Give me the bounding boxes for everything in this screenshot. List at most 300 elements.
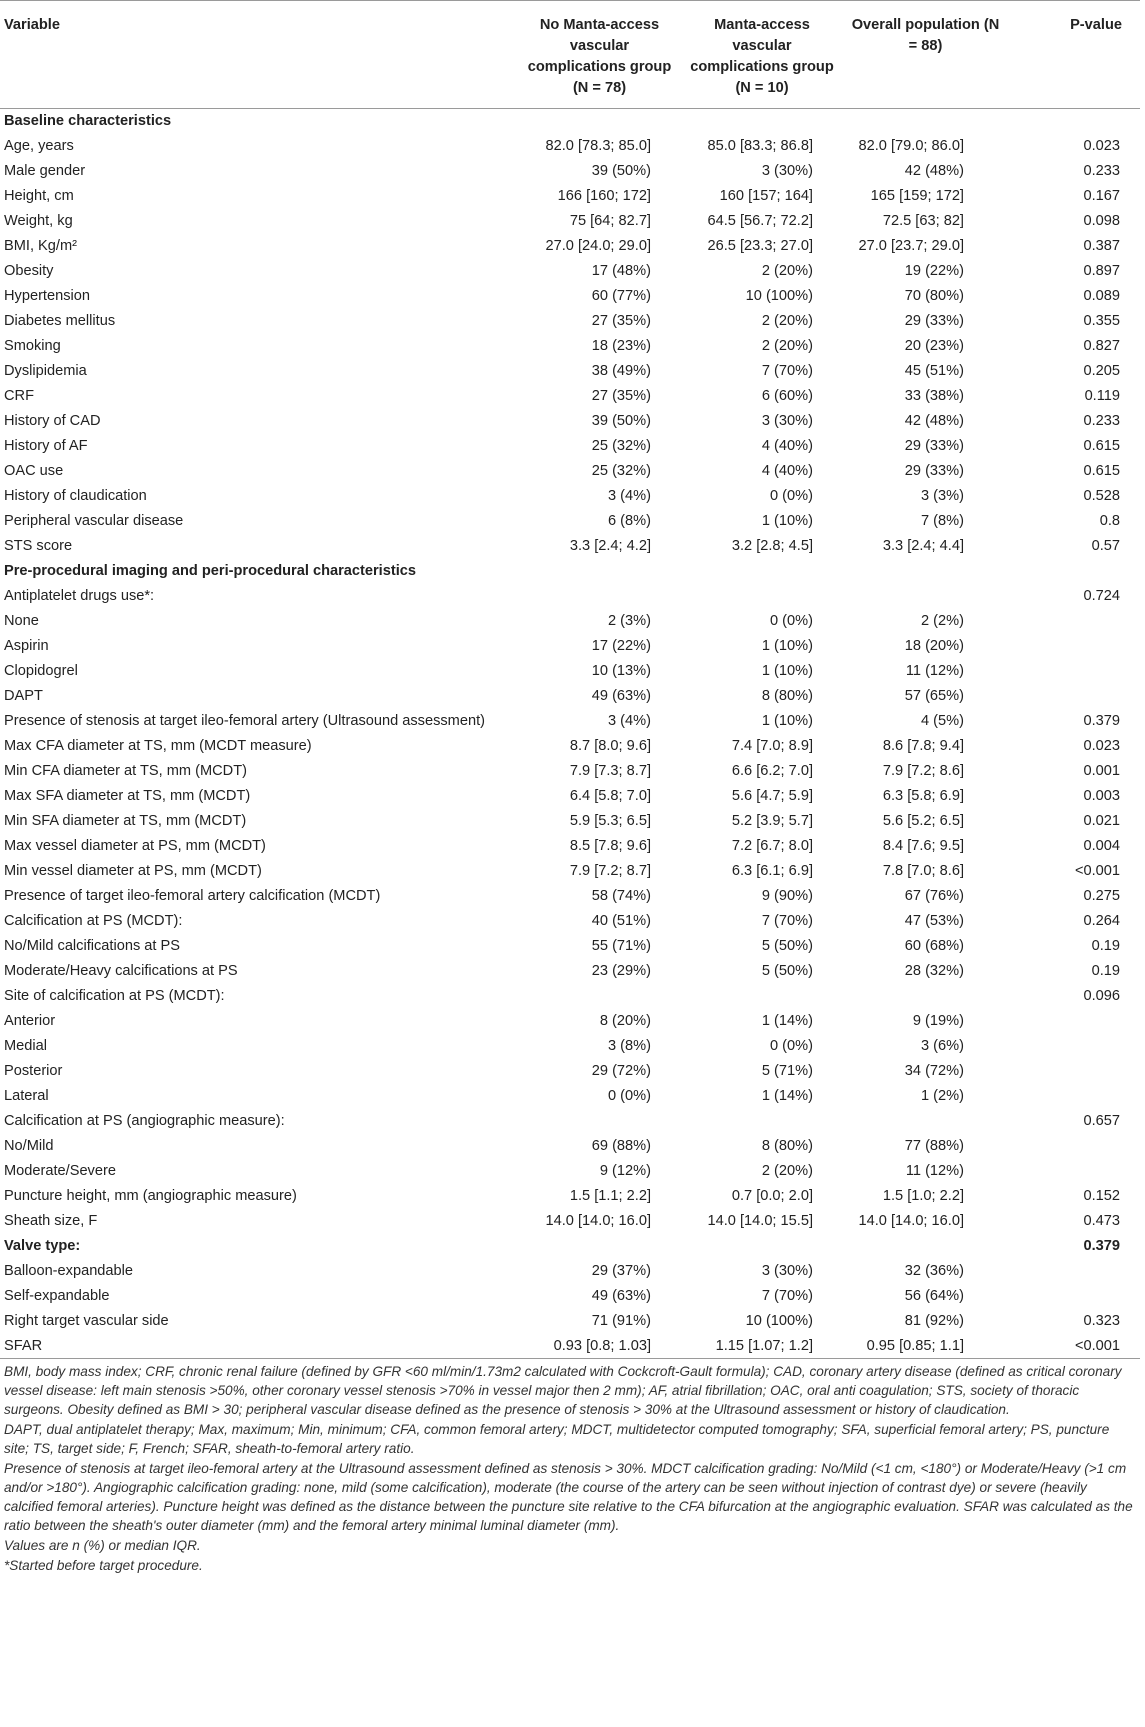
cell-complications: 160 [157; 164] [719, 188, 813, 204]
cell-no-complications: 10 (13%) [591, 663, 651, 679]
cell-complications: 26.5 [23.3; 27.0] [707, 238, 813, 254]
cell-no-complications [518, 1109, 681, 1134]
cell-p-value: 0.001 [1083, 763, 1120, 779]
cell-no-complications: 8.5 [7.8; 9.6] [569, 838, 651, 854]
row-label: STS score [4, 538, 73, 554]
row-label: Presence of target ileo-femoral artery calcification (MCDT) [4, 888, 381, 904]
cell-overall: 45 (51%) [904, 363, 964, 379]
cell-complications: 7.4 [7.0; 8.9] [731, 738, 813, 754]
row-label: Puncture height, mm (angiographic measure) [4, 1188, 297, 1204]
row-label: Calcification at PS (MCDT): [4, 913, 183, 929]
cell-complications: 7 (70%) [761, 363, 813, 379]
table-row [0, 1109, 1140, 1134]
cell-p-value [1008, 1259, 1140, 1284]
row-label: Obesity [4, 263, 54, 279]
table-row [0, 1184, 1140, 1209]
row-label: Moderate/Heavy calcifications at PS [4, 963, 238, 979]
cell-no-complications: 69 (88%) [591, 1138, 651, 1154]
cell-complications: 7 (70%) [761, 913, 813, 929]
cell-no-complications: 38 (49%) [591, 363, 651, 379]
row-label: Clopidogrel [4, 663, 78, 679]
cell-no-complications: 8 (20%) [599, 1013, 651, 1029]
cell-p-value: 0.098 [1083, 213, 1120, 229]
cell-complications: 2 (20%) [761, 1163, 813, 1179]
cell-p-value: 0.827 [1083, 338, 1120, 354]
cell-complications: 2 (20%) [761, 313, 813, 329]
row-label: No/Mild calcifications at PS [4, 938, 181, 954]
table-row [0, 159, 1140, 184]
cell-no-complications: 8.7 [8.0; 9.6] [569, 738, 651, 754]
row-label: Min CFA diameter at TS, mm (MCDT) [4, 763, 247, 779]
cell-p-value [1008, 1159, 1140, 1184]
header-no-complications-group: No Manta-access vascular complications group (N = 78) [518, 1, 681, 109]
table-row [0, 309, 1140, 334]
cell-p-value [1008, 609, 1140, 634]
cell-overall: 29 (33%) [904, 463, 964, 479]
cell-complications: 2 (20%) [761, 263, 813, 279]
cell-overall [843, 584, 1008, 609]
cell-overall: 56 (64%) [904, 1288, 964, 1304]
cell-p-value: 0.233 [1083, 163, 1120, 179]
cell-overall: 33 (38%) [904, 388, 964, 404]
row-label: CRF [4, 388, 34, 404]
cell-complications: 1 (10%) [761, 638, 813, 654]
cell-no-complications: 23 (29%) [591, 963, 651, 979]
table-row [0, 1159, 1140, 1184]
cell-p-value: 0.528 [1083, 488, 1120, 504]
row-label: Self-expandable [4, 1288, 110, 1304]
cell-overall: 4 (5%) [921, 713, 964, 729]
cell-complications [681, 1234, 843, 1259]
cell-p-value: 0.379 [1083, 1238, 1120, 1254]
row-label: History of claudication [4, 488, 147, 504]
cell-p-value: 0.023 [1083, 738, 1120, 754]
table-row [0, 184, 1140, 209]
cell-overall: 9 (19%) [912, 1013, 964, 1029]
cell-overall: 82.0 [79.0; 86.0] [858, 138, 964, 154]
cell-complications: 1 (14%) [761, 1013, 813, 1029]
header-overall-population: Overall population (N = 88) [843, 1, 1008, 109]
cell-complications: 1.15 [1.07; 1.2] [681, 1334, 843, 1359]
table-row [0, 659, 1140, 684]
table-row [0, 1209, 1140, 1234]
cell-p-value [1008, 634, 1140, 659]
cell-no-complications: 17 (48%) [591, 263, 651, 279]
row-label: Peripheral vascular disease [4, 513, 184, 529]
cell-no-complications: 27 (35%) [591, 313, 651, 329]
row-label: Hypertension [4, 288, 90, 304]
cell-complications: 0.7 [0.0; 2.0] [731, 1188, 813, 1204]
cell-overall [843, 1109, 1008, 1134]
cell-no-complications [518, 984, 681, 1009]
cell-overall: 34 (72%) [904, 1063, 964, 1079]
cell-complications: 6.6 [6.2; 7.0] [731, 763, 813, 779]
cell-complications: 1 (10%) [761, 713, 813, 729]
footnote: DAPT, dual antiplatelet therapy; Max, maximum; Min, minimum; CFA, common femoral artery; MDCT, multidetector computed tomography; SFA, superficial femoral artery; PS, puncture site; TS, target side; F, French; SFAR, sheath-to-femoral artery ratio. [4, 1422, 1110, 1456]
row-label: No/Mild [4, 1138, 54, 1154]
table-row [0, 1084, 1140, 1109]
table-row [0, 1034, 1140, 1059]
table-row [0, 1134, 1140, 1159]
cell-p-value: 0.615 [1083, 463, 1120, 479]
cell-p-value: <0.001 [1074, 863, 1120, 879]
cell-no-complications: 39 (50%) [591, 413, 651, 429]
row-label: Right target vascular side [4, 1313, 169, 1329]
table-row [0, 259, 1140, 284]
footnote: Presence of stenosis at target ileo-femoral artery at the Ultrasound assessment defined as stenosis > 30%. MDCT calcification grading: No/Mild (<1 cm, <180°) or Moderate/Heavy (>1 cm and/or >180°). Angiographic calcification grading: none, mild (some calcification), moderate (the course of the artery can be seen without injection of contrast dye) or severe (heavily calcified femoral arteries). Puncture height was defined as the distance between the puncture site relative to the CFA bifurcation at the angiographic evaluation. SFAR was calculated as the ratio between the sheath's outer diameter (mm) and the femoral artery minimal luminal diameter (mm). [4, 1461, 1133, 1533]
cell-no-complications [518, 559, 681, 584]
cell-overall: 72.5 [63; 82] [882, 213, 964, 229]
row-label: DAPT [4, 688, 43, 704]
row-label: Dyslipidemia [4, 363, 87, 379]
cell-p-value [1008, 1134, 1140, 1159]
table-row [0, 709, 1140, 734]
cell-no-complications [518, 109, 681, 134]
table-row [0, 734, 1140, 759]
cell-no-complications: 3 (4%) [608, 488, 651, 504]
cell-complications: 3 (30%) [761, 413, 813, 429]
cell-overall: 8.6 [7.8; 9.4] [882, 738, 964, 754]
cell-complications [681, 1109, 843, 1134]
cell-p-value [1008, 1009, 1140, 1034]
cell-complications: 85.0 [83.3; 86.8] [707, 138, 813, 154]
cell-complications: 1 (10%) [761, 663, 813, 679]
cell-complications [681, 584, 843, 609]
table-row [0, 884, 1140, 909]
cell-p-value [1008, 1284, 1140, 1309]
cell-no-complications: 0 (0%) [608, 1088, 651, 1104]
cell-overall: 57 (65%) [904, 688, 964, 704]
cell-overall: 42 (48%) [904, 163, 964, 179]
cell-no-complications: 29 (37%) [591, 1263, 651, 1279]
cell-overall: 70 (80%) [904, 288, 964, 304]
table-row [0, 1334, 1140, 1359]
cell-overall: 27.0 [23.7; 29.0] [858, 238, 964, 254]
cell-overall: 77 (88%) [904, 1138, 964, 1154]
table-row [0, 959, 1140, 984]
row-label: History of AF [4, 438, 88, 454]
cell-p-value: 0.096 [1083, 988, 1120, 1004]
cell-overall: 1.5 [1.0; 2.2] [882, 1188, 964, 1204]
row-label: Pre-procedural imaging and peri-procedural characteristics [4, 563, 416, 579]
cell-p-value: 0.19 [1091, 938, 1120, 954]
cell-overall: 3 (3%) [921, 488, 964, 504]
cell-overall: 1 (2%) [921, 1088, 964, 1104]
cell-complications: 5 (50%) [761, 938, 813, 954]
row-label: Baseline characteristics [4, 113, 172, 130]
row-label: Presence of stenosis at target ileo-femoral artery (Ultrasound assessment) [4, 713, 485, 729]
cell-no-complications: 49 (63%) [591, 1288, 651, 1304]
cell-p-value: 0.379 [1083, 713, 1120, 729]
cell-complications: 6 (60%) [761, 388, 813, 404]
table-row [0, 234, 1140, 259]
cell-p-value: 0.323 [1083, 1313, 1120, 1329]
table-row [0, 409, 1140, 434]
cell-complications: 10 (100%) [745, 288, 813, 304]
cell-p-value: 0.8 [1099, 513, 1120, 529]
cell-complications: 6.3 [6.1; 6.9] [731, 863, 813, 879]
row-label: Smoking [4, 338, 61, 354]
row-label: Site of calcification at PS (MCDT): [4, 988, 225, 1004]
cell-p-value [1008, 1084, 1140, 1109]
cell-p-value [1008, 659, 1140, 684]
cell-overall [843, 1234, 1008, 1259]
header-p-value: P-value [1008, 1, 1140, 109]
cell-p-value: 0.089 [1083, 288, 1120, 304]
cell-overall: 20 (23%) [904, 338, 964, 354]
row-label: Weight, kg [4, 213, 73, 229]
section-header-row [0, 1234, 1140, 1259]
cell-no-complications: 9 (12%) [599, 1163, 651, 1179]
cell-p-value: 0.657 [1083, 1113, 1120, 1129]
cell-complications: 4 (40%) [761, 463, 813, 479]
cell-complications [681, 984, 843, 1009]
cell-overall: 42 (48%) [904, 413, 964, 429]
cell-p-value: 0.167 [1083, 188, 1120, 204]
row-label: Max SFA diameter at TS, mm (MCDT) [4, 788, 251, 804]
cell-no-complications: 40 (51%) [591, 913, 651, 929]
row-label: None [4, 613, 39, 629]
table-row [0, 934, 1140, 959]
row-label: Posterior [4, 1063, 63, 1079]
table-row [0, 1009, 1140, 1034]
table-row [0, 1309, 1140, 1334]
cell-no-complications: 2 (3%) [608, 613, 651, 629]
row-label: Antiplatelet drugs use*: [4, 588, 155, 604]
footnote: Values are n (%) or median IQR. [4, 1538, 201, 1553]
table-header [0, 1, 1140, 109]
cell-overall [843, 984, 1008, 1009]
row-label: Lateral [4, 1088, 49, 1104]
row-label: Male gender [4, 163, 86, 179]
cell-p-value: 0.897 [1083, 263, 1120, 279]
cell-complications: 3.2 [2.8; 4.5] [731, 538, 813, 554]
row-label: Moderate/Severe [4, 1163, 116, 1179]
cell-complications: 64.5 [56.7; 72.2] [707, 213, 813, 229]
cell-no-complications: 60 (77%) [591, 288, 651, 304]
cell-complications: 1 (14%) [761, 1088, 813, 1104]
cell-no-complications: 29 (72%) [591, 1063, 651, 1079]
row-label: Sheath size, F [4, 1213, 98, 1229]
cell-p-value [1008, 1034, 1140, 1059]
cell-no-complications: 5.9 [5.3; 6.5] [569, 813, 651, 829]
table-row [0, 909, 1140, 934]
cell-no-complications: 71 (91%) [591, 1313, 651, 1329]
cell-complications: 10 (100%) [745, 1313, 813, 1329]
table-row [0, 484, 1140, 509]
cell-complications: 14.0 [14.0; 15.5] [707, 1213, 813, 1229]
cell-overall: 6.3 [5.8; 6.9] [882, 788, 964, 804]
cell-overall: 7.8 [7.0; 8.6] [882, 863, 964, 879]
row-label: Balloon-expandable [4, 1263, 134, 1279]
cell-no-complications: 0.93 [0.8; 1.03] [518, 1334, 681, 1359]
table-row [0, 434, 1140, 459]
row-label: Min SFA diameter at TS, mm (MCDT) [4, 813, 247, 829]
footnote: *Started before target procedure. [4, 1558, 203, 1573]
cell-complications: 0 (0%) [770, 488, 813, 504]
cell-no-complications: 14.0 [14.0; 16.0] [545, 1213, 651, 1229]
cell-p-value: 0.233 [1083, 413, 1120, 429]
header-variable: Variable [0, 1, 518, 109]
cell-no-complications: 6 (8%) [608, 513, 651, 529]
section-header-row [0, 109, 1140, 134]
cell-complications: 1 (10%) [761, 513, 813, 529]
table-row [0, 1259, 1140, 1284]
cell-complications [681, 109, 843, 134]
cell-p-value: 0.473 [1083, 1213, 1120, 1229]
row-label: History of CAD [4, 413, 101, 429]
row-label: SFAR [0, 1334, 518, 1359]
cell-overall: 29 (33%) [904, 438, 964, 454]
cell-p-value: 0.205 [1083, 363, 1120, 379]
cell-no-complications: 6.4 [5.8; 7.0] [569, 788, 651, 804]
cell-p-value: 0.19 [1091, 963, 1120, 979]
cell-overall [843, 109, 1008, 134]
row-label: BMI, Kg/m² [4, 238, 77, 254]
cell-no-complications: 166 [160; 172] [557, 188, 651, 204]
table-row [0, 1059, 1140, 1084]
cell-no-complications: 17 (22%) [591, 638, 651, 654]
row-label: Calcification at PS (angiographic measure): [4, 1113, 285, 1129]
cell-complications: 8 (80%) [761, 688, 813, 704]
cell-complications: 7.2 [6.7; 8.0] [731, 838, 813, 854]
table-row [0, 784, 1140, 809]
row-label: Max CFA diameter at TS, mm (MCDT measure) [4, 738, 312, 754]
cell-overall: 14.0 [14.0; 16.0] [858, 1213, 964, 1229]
cell-complications: 5.6 [4.7; 5.9] [731, 788, 813, 804]
cell-no-complications: 39 (50%) [591, 163, 651, 179]
cell-complications: 9 (90%) [761, 888, 813, 904]
cell-no-complications: 25 (32%) [591, 463, 651, 479]
header-complications-group: Manta-access vascular complications group (N = 10) [681, 1, 843, 109]
table-row [0, 759, 1140, 784]
cell-p-value: 0.264 [1083, 913, 1120, 929]
cell-complications: 0 (0%) [770, 1038, 813, 1054]
table-row [0, 1284, 1140, 1309]
cell-no-complications [518, 584, 681, 609]
cell-no-complications: 7.9 [7.3; 8.7] [569, 763, 651, 779]
cell-complications: 5.2 [3.9; 5.7] [731, 813, 813, 829]
table-row [0, 859, 1140, 884]
table-row [0, 609, 1140, 634]
table-body [0, 109, 1140, 1359]
cell-p-value [1008, 559, 1140, 584]
row-label: Valve type: [4, 1238, 81, 1254]
cell-p-value: 0.004 [1083, 838, 1120, 854]
table-footnotes [4, 1362, 1136, 1576]
cell-overall [843, 559, 1008, 584]
table-row [0, 134, 1140, 159]
cell-p-value: 0.387 [1083, 238, 1120, 254]
cell-no-complications: 3 (4%) [608, 713, 651, 729]
table-row [0, 459, 1140, 484]
cell-overall: 29 (33%) [904, 313, 964, 329]
cell-overall: 11 (12%) [905, 663, 964, 679]
table-row [0, 334, 1140, 359]
row-label: Min vessel diameter at PS, mm (MCDT) [4, 863, 262, 879]
table-row [0, 834, 1140, 859]
row-label: Height, cm [4, 188, 74, 204]
cell-overall: 3 (6%) [921, 1038, 964, 1054]
row-label: OAC use [4, 463, 64, 479]
cell-p-value: 0.023 [1083, 138, 1120, 154]
cell-no-complications: 7.9 [7.2; 8.7] [569, 863, 651, 879]
cell-overall: 81 (92%) [904, 1313, 964, 1329]
cell-overall: 11 (12%) [905, 1163, 964, 1179]
footnote: BMI, body mass index; CRF, chronic renal failure (defined by GFR <60 ml/min/1.73m2 calculated with Cockcroft-Gault formula); CAD, coronary artery disease (defined as critical coronary vessel disease: left main stenosis >50%, other coronary vessel stenosis >70% in vessel major then 2 mm); AF, atrial fibrillation; OAC, oral anti coagulation; STS, society of thoracic surgeons. Obesity defined as BMI > 30; peripheral vascular disease defined as the presence of stenosis > 30% at the Ultrasound assessment or history of claudication. [4, 1364, 1122, 1417]
table-row [0, 209, 1140, 234]
cell-overall: 0.95 [0.85; 1.1] [843, 1334, 1008, 1359]
cell-complications: 3 (30%) [761, 1263, 813, 1279]
cell-no-complications: 82.0 [78.3; 85.0] [545, 138, 651, 154]
cell-complications: 5 (71%) [761, 1063, 813, 1079]
table-row [0, 509, 1140, 534]
cell-overall: 3.3 [2.4; 4.4] [882, 538, 964, 554]
row-label: Aspirin [4, 638, 49, 654]
cell-overall: 165 [159; 172] [870, 188, 964, 204]
row-label: Anterior [4, 1013, 56, 1029]
cell-complications: 4 (40%) [761, 438, 813, 454]
cell-no-complications: 58 (74%) [591, 888, 651, 904]
cell-p-value: <0.001 [1008, 1334, 1140, 1359]
cell-no-complications: 55 (71%) [591, 938, 651, 954]
row-label: Age, years [4, 138, 74, 154]
cell-complications: 0 (0%) [770, 613, 813, 629]
table-row [0, 534, 1140, 559]
cell-overall: 7.9 [7.2; 8.6] [882, 763, 964, 779]
cell-overall: 67 (76%) [904, 888, 964, 904]
cell-no-complications: 49 (63%) [591, 688, 651, 704]
cell-overall: 8.4 [7.6; 9.5] [882, 838, 964, 854]
cell-no-complications: 1.5 [1.1; 2.2] [569, 1188, 651, 1204]
table-row [0, 384, 1140, 409]
cell-overall: 28 (32%) [904, 963, 964, 979]
table-row [0, 584, 1140, 609]
section-header-row [0, 559, 1140, 584]
cell-complications: 7 (70%) [761, 1288, 813, 1304]
cell-no-complications: 3.3 [2.4; 4.2] [569, 538, 651, 554]
cell-p-value: 0.152 [1083, 1188, 1120, 1204]
cell-no-complications: 18 (23%) [591, 338, 651, 354]
cell-p-value [1008, 1059, 1140, 1084]
table-row [0, 359, 1140, 384]
cell-no-complications: 75 [64; 82.7] [569, 213, 651, 229]
cell-overall: 2 (2%) [921, 613, 964, 629]
cell-complications: 8 (80%) [761, 1138, 813, 1154]
cell-p-value [1008, 109, 1140, 134]
cell-p-value [1008, 684, 1140, 709]
table-row [0, 634, 1140, 659]
cell-no-complications [518, 1234, 681, 1259]
cell-p-value: 0.355 [1083, 313, 1120, 329]
cell-no-complications: 27.0 [24.0; 29.0] [545, 238, 651, 254]
table-row [0, 684, 1140, 709]
cell-overall: 7 (8%) [921, 513, 964, 529]
cell-complications [681, 559, 843, 584]
row-label: Diabetes mellitus [4, 313, 116, 329]
cell-overall: 47 (53%) [904, 913, 964, 929]
cell-p-value: 0.119 [1084, 388, 1120, 404]
cell-overall: 19 (22%) [904, 263, 964, 279]
table-row [0, 284, 1140, 309]
cell-no-complications: 25 (32%) [591, 438, 651, 454]
cell-overall: 18 (20%) [904, 638, 964, 654]
cell-complications: 5 (50%) [761, 963, 813, 979]
cell-p-value: 0.275 [1083, 888, 1120, 904]
cell-p-value: 0.021 [1083, 813, 1120, 829]
cell-p-value: 0.57 [1091, 538, 1120, 554]
cell-overall: 5.6 [5.2; 6.5] [882, 813, 964, 829]
